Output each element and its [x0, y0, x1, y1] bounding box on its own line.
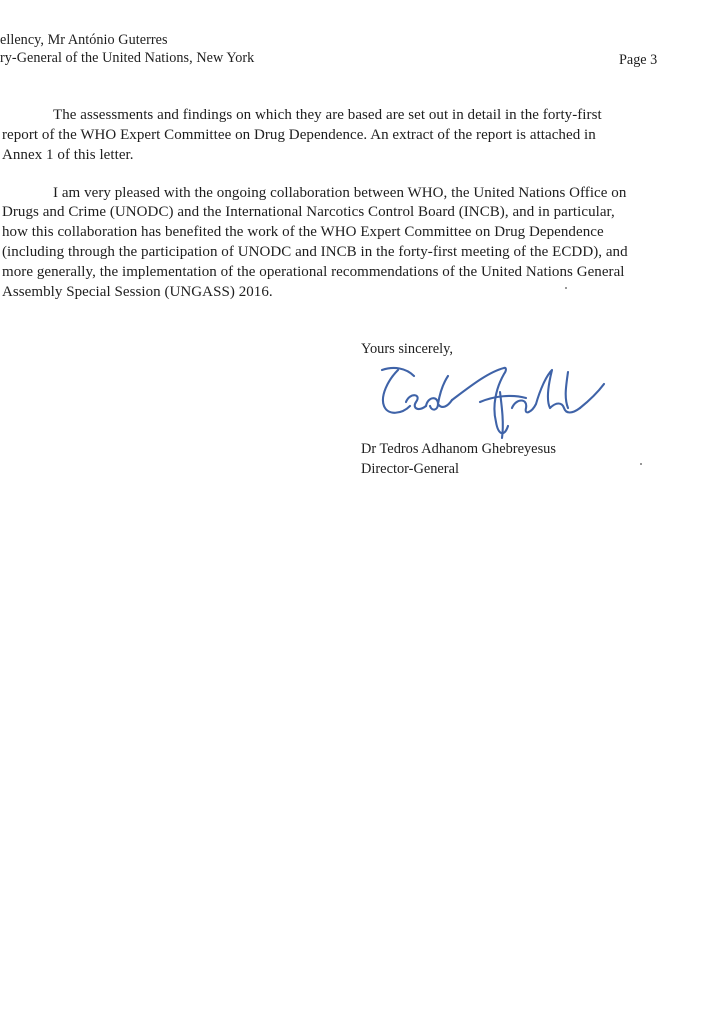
scan-speck: [640, 463, 642, 465]
handwritten-signature: [376, 362, 608, 442]
paragraph-2-line-2: Drugs and Crime (UNODC) and the International Narcotics Control Board (INCB), and in particular,: [2, 204, 615, 220]
paragraph-1-line-3: Annex 1 of this letter.: [2, 147, 134, 163]
addressee-line-2: ry-General of the United Nations, New York: [0, 50, 255, 66]
paragraph-1-line-2: report of the WHO Expert Committee on Drug Dependence. An extract of the report is attached in: [2, 127, 596, 143]
paragraph-2-line-5: more generally, the implementation of the operational recommendations of the United Nations General: [2, 264, 625, 280]
paragraph-1-line-1: The assessments and findings on which they are based are set out in detail in the forty-first: [53, 107, 602, 123]
signature-ink: [382, 368, 604, 438]
signatory-title: Director-General: [361, 461, 459, 477]
paragraph-2-line-3: how this collaboration has benefited the work of the WHO Expert Committee on Drug Dependence: [2, 224, 604, 240]
closing-salutation: Yours sincerely,: [361, 341, 453, 357]
paragraph-2-line-6: Assembly Special Session (UNGASS) 2016.: [2, 284, 273, 300]
signatory-name: Dr Tedros Adhanom Ghebreyesus: [361, 441, 556, 457]
page-number: Page 3: [619, 52, 658, 68]
paragraph-2-line-1: I am very pleased with the ongoing collaboration between WHO, the United Nations Office on: [53, 185, 627, 201]
scan-speck: [565, 287, 567, 289]
addressee-line-1: ellency, Mr António Guterres: [0, 32, 168, 48]
paragraph-2-line-4: (including through the participation of UNODC and INCB in the forty-first meeting of the ECDD), and: [2, 244, 628, 260]
